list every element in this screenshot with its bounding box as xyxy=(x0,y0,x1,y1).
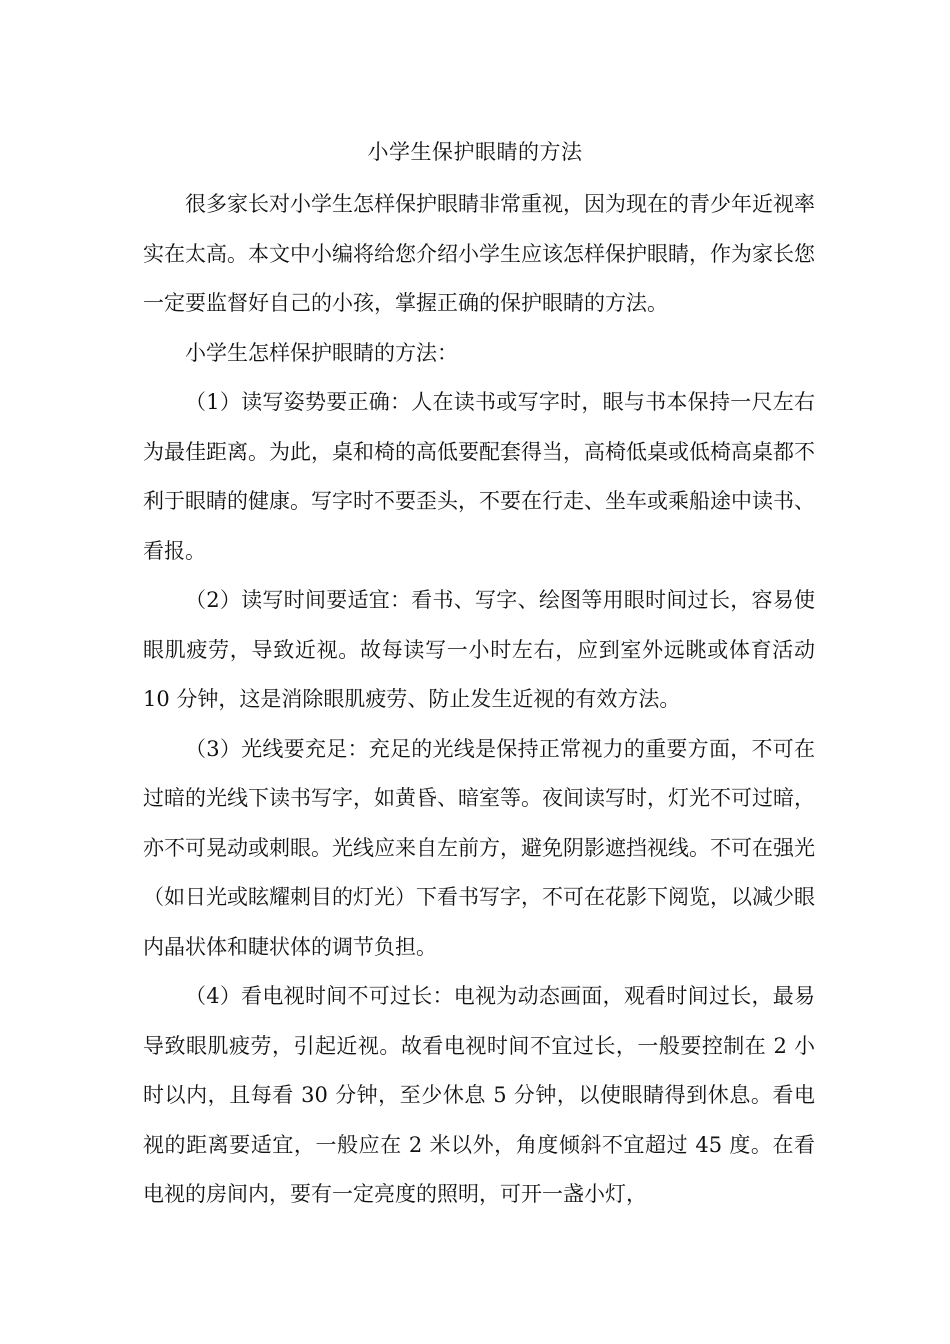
method-4-paragraph: （4）看电视时间不可过长：电视为动态画面，观看时间过长，最易导致眼肌疲劳，引起近视。故看电视时间不宜过长，一般要控制在 2 小时以内，且每看 30 分钟，至少休息 5 分钟，以使眼睛得到休息。看电视的距离要适宜，一般应在 2 米以外，角度倾斜不宜超过 45 度。在看电视的房间内，要有一定亮度的照明，可开一盏小灯， xyxy=(143,984,815,1206)
method-3-paragraph: （3）光线要充足：充足的光线是保持正常视力的重要方面，不可在过暗的光线下读书写字，如黄昏、暗室等。夜间读写时，灯光不可过暗，亦不可晃动或刺眼。光线应来自左前方，避免阴影遮挡视线。不可在强光（如日光或眩耀刺目的灯光）下看书写字，不可在花影下阅览，以减少眼内晶状体和睫状体的调节负担。 xyxy=(143,736,815,959)
intro-paragraph: 很多家长对小学生怎样保护眼睛非常重视，因为现在的青少年近视率实在太高。本文中小编将给您介绍小学生应该怎样保护眼睛，作为家长您一定要监督好自己的小孩，掌握正确的保护眼睛的方法。 xyxy=(143,192,815,315)
method-2-paragraph: （2）读写时间要适宜：看书、写字、绘图等用眼时间过长，容易使眼肌疲劳，导致近视。故每读写一小时左右，应到室外远眺或体育活动 10 分钟，这是消除眼肌疲劳、防止发生近视的有效方法。 xyxy=(143,588,815,711)
methods-heading-paragraph: 小学生怎样保护眼睛的方法： xyxy=(185,340,458,365)
document-title: 小学生保护眼睛的方法 xyxy=(367,140,583,164)
document-body xyxy=(143,180,815,1220)
method-1-paragraph: （1）读写姿势要正确：人在读书或写字时，眼与书本保持一尺左右为最佳距离。为此，桌和椅的高低要配套得当，高椅低桌或低椅高桌都不利于眼睛的健康。写字时不要歪头，不要在行走、坐车或乘船途中读书、看报。 xyxy=(143,390,815,563)
